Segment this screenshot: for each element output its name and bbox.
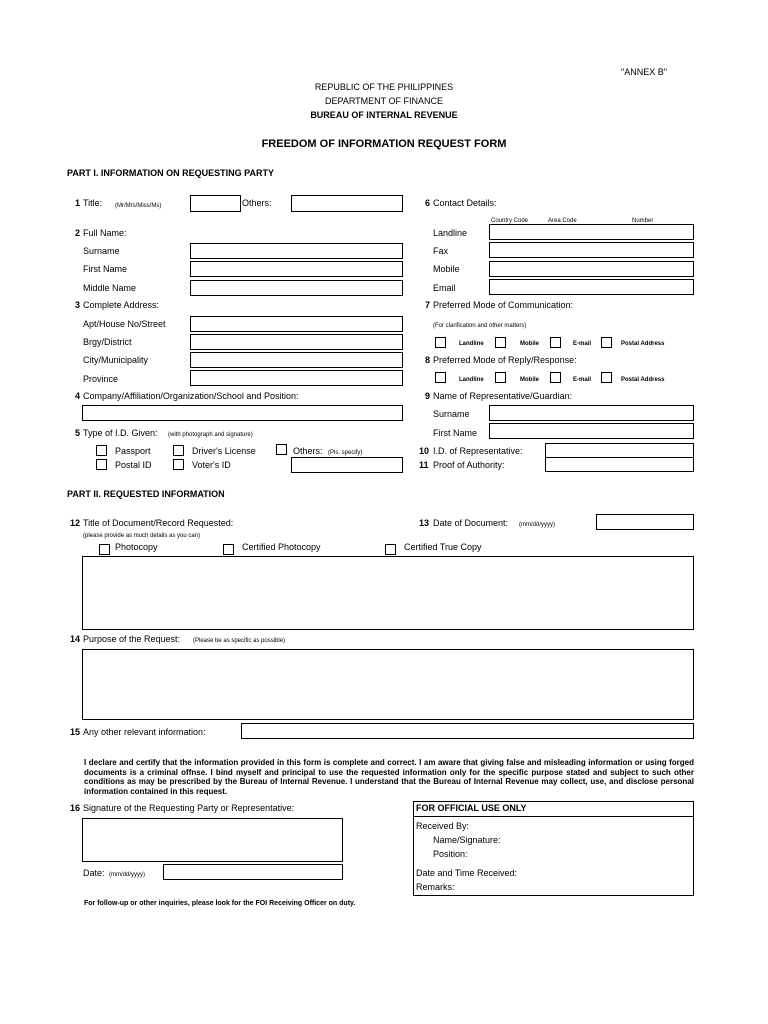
item-number: 10 <box>419 446 430 456</box>
rep-first-name-input[interactable] <box>489 423 694 439</box>
signature-input[interactable] <box>82 818 343 862</box>
title-input[interactable] <box>190 195 241 212</box>
rep-id-input[interactable] <box>545 443 694 458</box>
contact-label: Contact Details: <box>433 198 497 208</box>
header-department: DEPARTMENT OF FINANCE <box>324 96 443 106</box>
document-date-hint: (mm/dd/yyyy) <box>519 522 555 528</box>
province-input[interactable] <box>190 370 403 386</box>
others-label: Others: <box>242 198 272 208</box>
rep-surname-input[interactable] <box>489 405 694 421</box>
postal-id-checkbox[interactable] <box>96 459 107 470</box>
form-title: FREEDOM OF INFORMATION REQUEST FORM <box>261 138 507 150</box>
comm-email-label: E-mail <box>573 341 592 347</box>
item-number: 15 <box>70 727 81 737</box>
reply-postal-label: Postal Address <box>621 377 665 383</box>
voters-id-checkbox[interactable] <box>173 459 184 470</box>
item-number: 11 <box>419 460 429 470</box>
email-label: Email <box>433 283 456 293</box>
drivers-license-checkbox[interactable] <box>173 445 184 456</box>
item-number: 16 <box>70 803 81 813</box>
voters-id-label: Voter's ID <box>192 460 231 470</box>
other-info-input[interactable] <box>241 723 694 739</box>
communication-hint: (For clarification and other matters) <box>433 323 527 329</box>
mobile-label: Mobile <box>433 264 460 274</box>
comm-postal-checkbox[interactable] <box>601 337 612 348</box>
passport-checkbox[interactable] <box>96 445 107 456</box>
country-code-header: Country Code <box>491 218 529 224</box>
document-date-label: Date of Document: <box>433 518 509 528</box>
reply-email-checkbox[interactable] <box>550 372 561 383</box>
comm-email-checkbox[interactable] <box>550 337 561 348</box>
representative-label: Name of Representative/Guardian: <box>433 391 573 401</box>
postal-id-label: Postal ID <box>115 460 152 470</box>
address-label: Complete Address: <box>83 300 160 310</box>
item-number: 7 <box>425 300 431 310</box>
communication-label: Preferred Mode of Communication: <box>433 300 574 310</box>
position-label: Position: <box>433 849 468 859</box>
title-others-input[interactable] <box>291 195 403 212</box>
reply-landline-checkbox[interactable] <box>435 372 446 383</box>
header-bureau: BUREAU OF INTERNAL REVENUE <box>310 110 458 120</box>
purpose-hint: (Please be as specific as possible) <box>193 638 286 644</box>
brgy-label: Brgy/District <box>83 337 132 347</box>
document-title-hint: (please provide as much details as you can) <box>83 533 201 539</box>
passport-label: Passport <box>115 446 151 456</box>
photocopy-label: Photocopy <box>115 542 158 552</box>
item-number: 4 <box>75 391 81 401</box>
reply-mobile-checkbox[interactable] <box>495 372 506 383</box>
annex-label: "ANNEX B" <box>621 67 667 77</box>
item-number: 5 <box>75 428 81 438</box>
official-use-divider <box>414 816 693 817</box>
reply-landline-label: Landline <box>459 377 484 383</box>
item-number: 12 <box>70 518 81 528</box>
company-input[interactable] <box>82 405 403 421</box>
middle-name-label: Middle Name <box>83 283 137 293</box>
landline-label: Landline <box>433 228 468 238</box>
reply-mobile-label: Mobile <box>520 377 539 383</box>
proof-authority-input[interactable] <box>545 457 694 472</box>
item-number: 8 <box>425 355 431 365</box>
certified-true-copy-label: Certified True Copy <box>404 542 482 552</box>
others-id-input[interactable] <box>291 457 403 473</box>
comm-landline-label: Landline <box>459 341 484 347</box>
apt-input[interactable] <box>190 316 403 332</box>
surname-input[interactable] <box>190 243 403 259</box>
comm-mobile-checkbox[interactable] <box>495 337 506 348</box>
reply-label: Preferred Mode of Reply/Response: <box>433 355 577 365</box>
document-title-textarea[interactable] <box>82 556 694 630</box>
city-label: City/Municipality <box>83 355 149 365</box>
number-header: Number <box>632 218 654 224</box>
rep-id-label: I.D. of Representative: <box>433 446 523 456</box>
fax-label: Fax <box>433 246 449 256</box>
mobile-input[interactable] <box>489 261 694 277</box>
signature-label: Signature of the Requesting Party or Representative: <box>83 803 295 813</box>
rep-first-name-label: First Name <box>433 428 478 438</box>
surname-label: Surname <box>83 246 120 256</box>
photocopy-checkbox[interactable] <box>99 544 110 555</box>
signature-date-label: Date: <box>83 868 105 878</box>
item-number: 1 <box>75 198 81 208</box>
comm-landline-checkbox[interactable] <box>435 337 446 348</box>
proof-authority-label: Proof of Authority: <box>433 460 505 470</box>
declaration-text: I declare and certify that the information provided in this form is complete and correct. I am aware that giving false and misleading information or using forged documents is a criminal offnse. I bind myself and principal to use the requested information only for the specific purpose stated and subject to such other conditions as may be prescribed by the Bureau of Internal Revenue. I understand that the Bureau of Internal Revenue may collect, use, and disclose personal information contained in this request. <box>84 758 694 796</box>
others-id-checkbox[interactable] <box>276 444 287 455</box>
province-label: Province <box>83 374 119 384</box>
brgy-input[interactable] <box>190 334 403 350</box>
certified-photocopy-checkbox[interactable] <box>223 544 234 555</box>
others-id-hint: (Pls. specify) <box>328 450 363 456</box>
city-input[interactable] <box>190 352 403 368</box>
email-input[interactable] <box>489 279 694 295</box>
middle-name-input[interactable] <box>190 280 403 296</box>
date-time-received-label: Date and Time Received: <box>416 868 518 878</box>
certified-true-copy-checkbox[interactable] <box>385 544 396 555</box>
remarks-label: Remarks: <box>416 882 455 892</box>
signature-date-hint: (mm/dd/yyyy) <box>109 872 145 878</box>
comm-mobile-label: Mobile <box>520 341 539 347</box>
first-name-input[interactable] <box>190 261 403 277</box>
apt-label: Apt/House No/Street <box>83 319 166 329</box>
id-type-label: Type of I.D. Given: <box>83 428 158 438</box>
followup-note: For follow-up or other inquiries, please look for the FOI Receiving Officer on duty. <box>84 900 356 907</box>
item-number: 9 <box>425 391 431 401</box>
landline-input[interactable] <box>489 224 694 240</box>
first-name-label: First Name <box>83 264 128 274</box>
company-label: Company/Affiliation/Organization/School and Position: <box>83 391 299 401</box>
item-number: 3 <box>75 300 81 310</box>
signature-date-input[interactable] <box>163 864 343 880</box>
purpose-textarea[interactable] <box>82 649 694 720</box>
item-number: 2 <box>75 228 81 238</box>
item-number: 6 <box>425 198 431 208</box>
others-id-label: Others: <box>293 446 323 456</box>
drivers-license-label: Driver's License <box>192 446 256 456</box>
certified-photocopy-label: Certified Photocopy <box>242 542 321 552</box>
header-republic: REPUBLIC OF THE PHILIPPINES <box>314 82 454 92</box>
name-signature-label: Name/Signature: <box>433 835 501 845</box>
title-label: Title: <box>83 198 103 208</box>
document-title-label: Title of Document/Record Requested: <box>83 518 234 528</box>
area-code-header: Area Code <box>548 218 577 224</box>
fax-input[interactable] <box>489 242 694 258</box>
part2-heading: PART II. REQUESTED INFORMATION <box>67 489 225 499</box>
official-use-heading: FOR OFFICIAL USE ONLY <box>416 803 527 813</box>
title-hint: (Mr/Mrs/Miss/Ms) <box>115 203 162 209</box>
other-info-label: Any other relevant information: <box>83 727 206 737</box>
fullname-label: Full Name: <box>83 228 127 238</box>
purpose-label: Purpose of the Request: <box>83 634 181 644</box>
reply-postal-checkbox[interactable] <box>601 372 612 383</box>
item-number: 14 <box>70 634 81 644</box>
reply-email-label: E-mail <box>573 377 592 383</box>
received-by-label: Received By: <box>416 821 470 831</box>
id-type-hint: (with photograph and signature) <box>168 432 253 438</box>
rep-surname-label: Surname <box>433 409 470 419</box>
part1-heading: PART I. INFORMATION ON REQUESTING PARTY <box>67 168 274 178</box>
document-date-input[interactable] <box>596 514 694 530</box>
comm-postal-label: Postal Address <box>621 341 665 347</box>
item-number: 13 <box>419 518 430 528</box>
